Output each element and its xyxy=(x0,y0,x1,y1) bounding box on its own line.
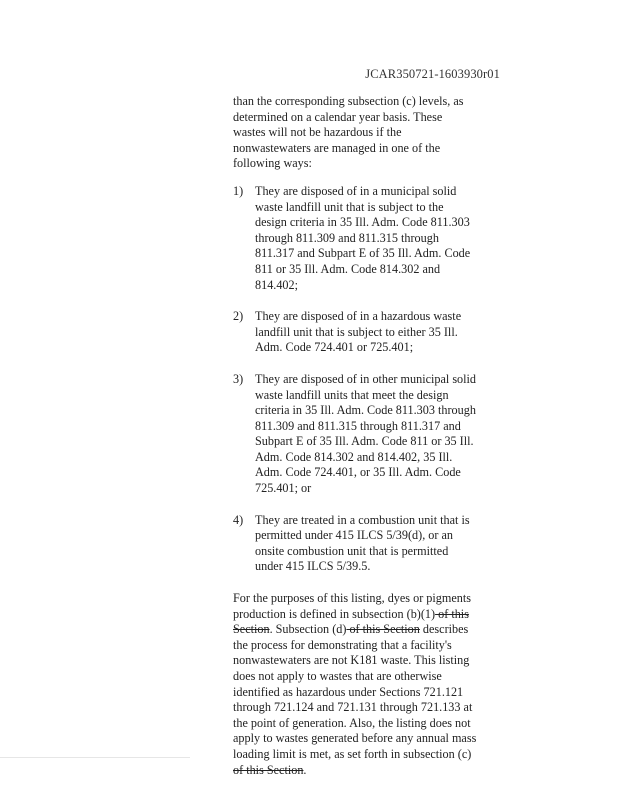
list-item-number: 1) xyxy=(233,183,244,198)
list-item-text: They are disposed of in a municipal solid waste landfill unit that is subject to the design criteria in 35 Ill. Adm. Code 811.303 through 811.309 and 811.315 through 811.317 and Subpart E of 35 Ill. Adm. Code 811 or 35 Ill. Adm. Code 814.302 and 814.402; xyxy=(255,183,471,292)
list-item-number: 4) xyxy=(233,512,244,527)
closing-text-part2: . Subsection (d) xyxy=(269,622,347,637)
list-item-number: 3) xyxy=(233,371,244,386)
list-item xyxy=(233,184,477,293)
list-item-text: They are disposed of in other municipal solid waste landfill units that meet the design criteria in 35 Ill. Adm. Code 811.303 through 811.309 and 811.315 through 811.317 and Subpart E of 35 Ill. Adm. Code 811 or 35 Ill. Adm. Code 814.302 and 814.402, 35 Ill. Adm. Code 724.401, or 35 Ill. Adm. Code 725.401; or xyxy=(255,371,477,496)
list-item xyxy=(233,372,477,497)
footer-divider xyxy=(0,757,190,758)
list-item-text: They are disposed of in a hazardous waste landfill unit that is subject to either 35 Ill. Adm. Code 724.401 or 725.401; xyxy=(255,309,462,355)
struck-text: of this Section xyxy=(233,606,469,637)
list-item xyxy=(233,513,477,575)
document-id: JCAR350721-1603930r01 xyxy=(365,67,500,81)
list-item-text: They are treated in a combustion unit that is permitted under 415 ILCS 5/39(d), or an onsite combustion unit that is permitted under 415 ILCS 5/39.5. xyxy=(255,512,470,574)
struck-text: of this Section xyxy=(346,622,420,637)
struck-text: of this Section xyxy=(233,762,304,777)
closing-text-part3: describes the process for demonstrating that a facility's nonwastewaters are not K181 waste. This listing does not apply to wastes that are otherwise identified as hazardous under Sections 721.121 through 721.124 and 721.131 through 721.133 at the point of generation. Also, the listing does not apply to wastes generated before any annual mass loading limit is met, as set forth in subsection (c) xyxy=(233,622,477,761)
body-text xyxy=(233,94,477,790)
list-item-number: 2) xyxy=(233,309,244,324)
closing-text-part4: . xyxy=(303,762,307,777)
list-item xyxy=(233,309,477,356)
intro-paragraph: than the corresponding subsection (c) levels, as determined on a calendar year basis. These wastes will not be hazardous if the nonwastewaters are managed in one of the following ways: xyxy=(233,94,464,171)
closing-text-part1: For the purposes of this listing, dyes or pigments production is defined in subsection (b)(1) xyxy=(233,591,471,621)
closing-paragraph xyxy=(233,591,477,778)
management-methods-list xyxy=(233,184,477,575)
